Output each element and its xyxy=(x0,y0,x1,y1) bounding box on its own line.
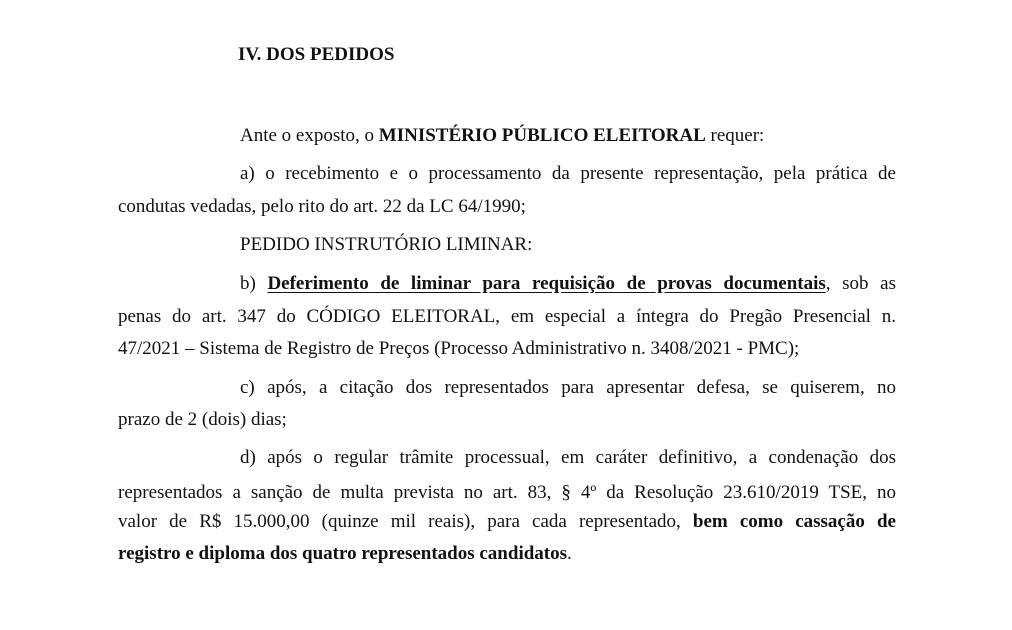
item-d-line-3 xyxy=(118,512,896,531)
item-b-suffix: , sob as xyxy=(825,273,896,294)
intro-bold-entity: MINISTÉRIO PÚBLICO ELEITORAL xyxy=(378,125,706,146)
item-d-line-4-suffix: . xyxy=(567,543,572,564)
intro-paragraph xyxy=(240,126,764,145)
item-d-line-2: representados a sanção de multa prevista no art. 83, § 4º da Resolução 23.610/2019 TSE, no xyxy=(118,482,896,503)
item-d-line-3-normal: valor de R$ 15.000,00 (quinze mil reais), para cada representado, xyxy=(118,511,693,532)
intro-suffix: requer: xyxy=(705,125,765,146)
item-c-line-1: c) após, a citação dos representados para apresentar defesa, se quiserem, no xyxy=(240,377,896,398)
item-b-line-1 xyxy=(240,274,896,293)
pedido-instrutorio-label: PEDIDO INSTRUTÓRIO LIMINAR: xyxy=(240,234,533,255)
item-d-line-3-bold: bem como cassação de xyxy=(692,511,896,532)
section-heading: IV. DOS PEDIDOS xyxy=(238,44,395,65)
item-d-line-4 xyxy=(118,544,572,563)
item-a-line-2: condutas vedadas, pelo rito do art. 22 da LC 64/1990; xyxy=(118,196,526,217)
intro-prefix: Ante o exposto, o xyxy=(240,125,379,146)
item-c-line-2: prazo de 2 (dois) dias; xyxy=(118,409,287,430)
item-d-line-1: d) após o regular trâmite processual, em caráter definitivo, a condenação dos xyxy=(240,447,896,468)
item-a-line-1: a) o recebimento e o processamento da presente representação, pela prática de xyxy=(240,163,896,184)
item-b-line-3: 47/2021 – Sistema de Registro de Preços (Processo Administrativo n. 3408/2021 - PMC); xyxy=(118,338,800,359)
item-b-bold-underline: Deferimento de liminar para requisição de provas documentais xyxy=(267,273,826,294)
item-b-prefix: b) xyxy=(240,273,268,294)
item-b-line-2: penas do art. 347 do CÓDIGO ELEITORAL, em especial a íntegra do Pregão Presencial n. xyxy=(118,306,896,327)
item-d-line-4-bold: registro e diploma dos quatro representados candidatos xyxy=(118,543,568,564)
